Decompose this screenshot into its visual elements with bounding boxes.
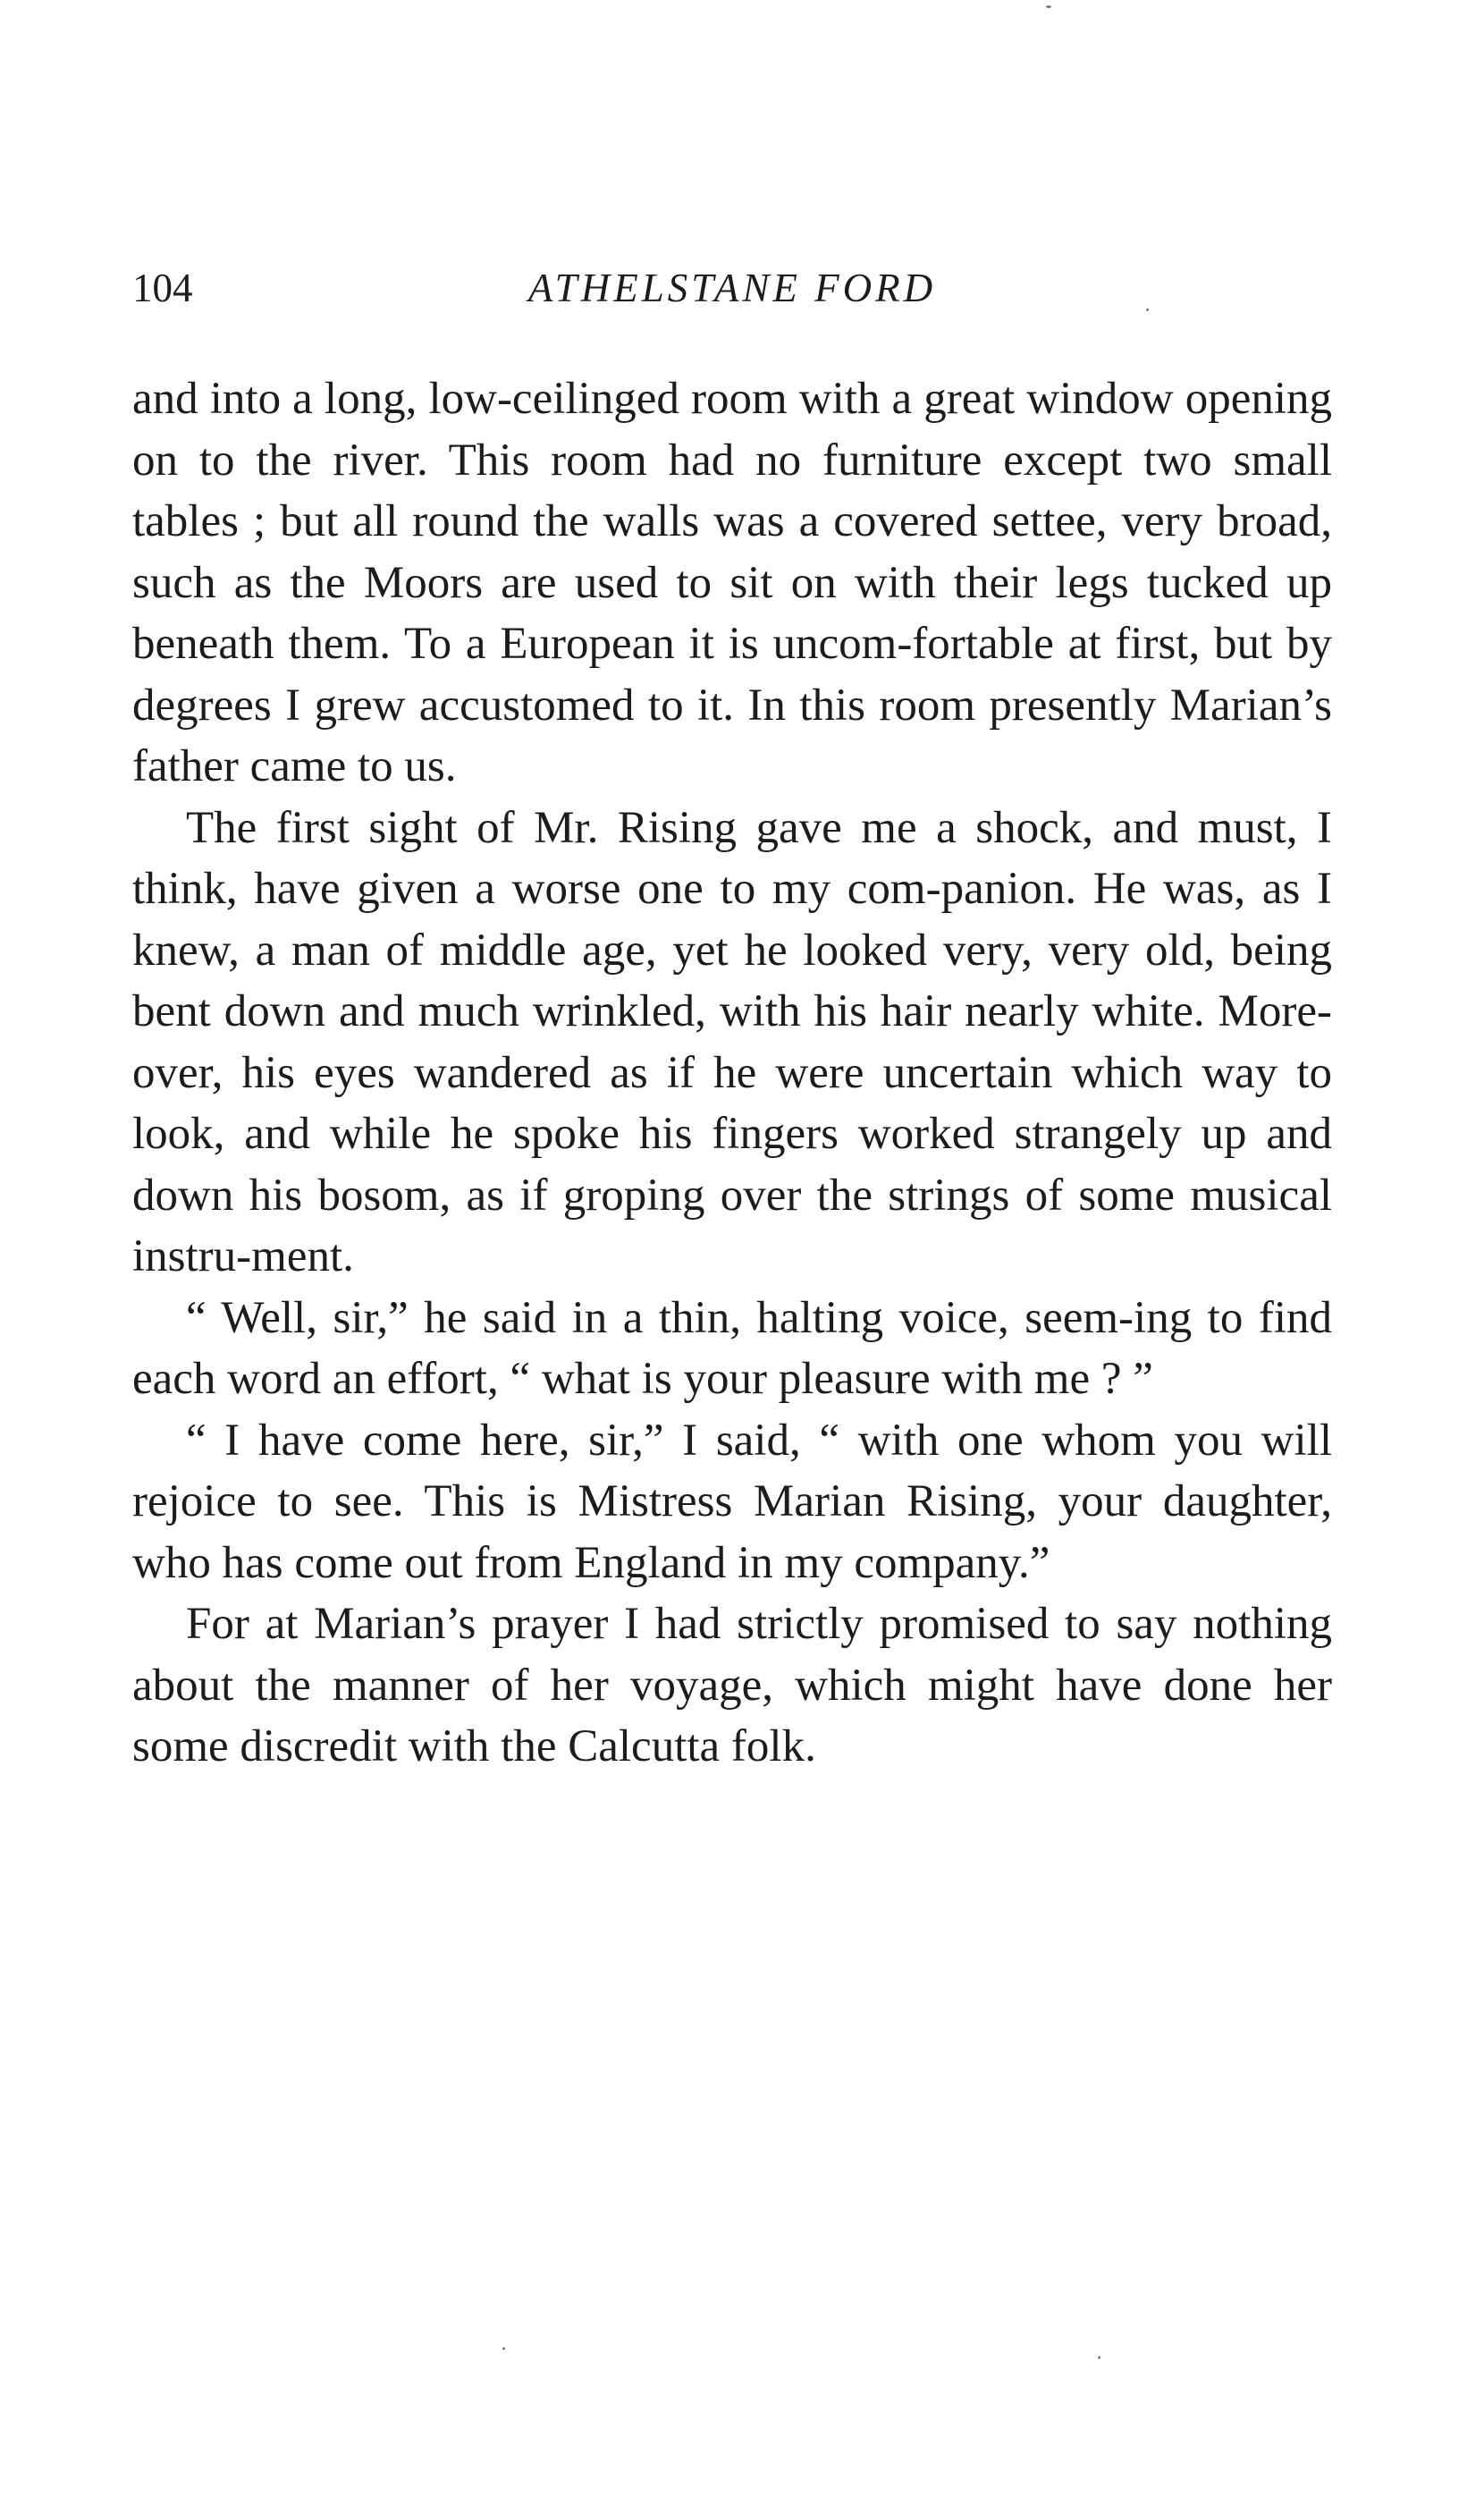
running-title: ATHELSTANE FORD — [527, 266, 937, 310]
paragraph-1: and into a long, low-ceilinged room with a great window opening on to the river. This room had no furniture except two small tables ; but all round the walls was a covered settee, very broad, such as the Moors are used to sit on with their legs tucked up beneath them. To a European it is uncom-fortable at first, but by degrees I grew accustomed to it. In this room presently Marian’s father came to us. — [132, 374, 1332, 791]
paragraph-4: “ I have come here, sir,” I said, “ with one whom you will rejoice to see. This is Mistress Marian Rising, your daughter, who has come out from England in my company.” — [132, 1415, 1332, 1588]
paper-speck — [1098, 2356, 1100, 2359]
book-page — [132, 265, 1332, 1778]
paragraph-2: The first sight of Mr. Rising gave me a shock, and must, I think, have given a worse one to my com-panion. He was, as I knew, a man of middle age, yet he looked very, very old, being bent down and much wrinkled, with his hair nearly white. More-over, his eyes wandered as if he were uncertain which way to look, and while he spoke his fingers worked strangely up and down his bosom, as if groping over the strings of some musical instru-ment. — [132, 802, 1332, 1281]
paragraph-3: “ Well, sir,” he said in a thin, halting voice, seem-ing to find each word an effort, “ what is your pleasure with me ? ” — [132, 1292, 1332, 1404]
paper-speck — [502, 2347, 505, 2350]
paper-speck — [1046, 5, 1051, 8]
running-head — [132, 265, 1332, 322]
page-number: 104 — [132, 266, 193, 310]
paper-speck — [1146, 309, 1149, 311]
body-text — [132, 368, 1332, 1778]
paragraph-5: For at Marian’s prayer I had strictly promised to say nothing about the manner of her voyage, which might have done her some discredit with the Calcutta folk. — [132, 1599, 1332, 1771]
